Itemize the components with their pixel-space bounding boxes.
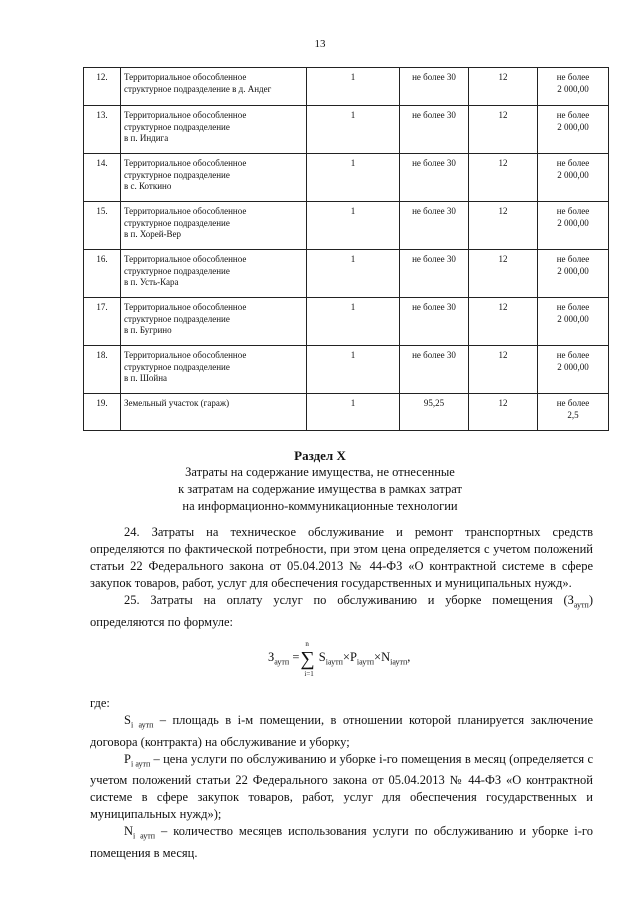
sum-symbol: ∑ n i=1 bbox=[300, 640, 315, 678]
table-row bbox=[84, 346, 609, 394]
quantity-cell: 1 bbox=[307, 68, 400, 106]
price-cell: не более 2 000,00 bbox=[538, 68, 609, 106]
cost-table bbox=[83, 67, 609, 431]
limit-cell: не более 30 bbox=[400, 68, 469, 106]
paragraph-24: 24. Затраты на техническое обслуживание и ремонт транспортных средств определяются по фактической потребности, при этом цена определяется с учетом положений статьи 22 Федерального закона от 05.04.2013 № 44-ФЗ «О контрактной системе в сфере закупок товаров, работ, услуг для обеспечения государственных и муниципальных нужд». bbox=[90, 525, 593, 590]
section-subtitle-line: Затраты на содержание имущества, не отнесенные bbox=[185, 465, 455, 479]
quantity-cell: 1 bbox=[307, 202, 400, 250]
table-row bbox=[84, 106, 609, 154]
table-row bbox=[84, 154, 609, 202]
months-cell: 12 bbox=[469, 250, 538, 298]
row-number-cell: 14. bbox=[84, 154, 121, 202]
page-number: 13 bbox=[314, 38, 326, 50]
months-cell: 12 bbox=[469, 346, 538, 394]
name-cell: Территориальное обособленное структурное подразделение в п. Усть-Кара bbox=[121, 250, 307, 298]
price-cell: не более 2,5 bbox=[538, 394, 609, 431]
definition-p: $P_{i аутп}$ – цена услуги по обслуживанию и уборке i-го помещения в месяц (определяется с учетом положений статьи 22 Федерального закона от 05.04.2013 № 44-ФЗ «О контрактной системе в сфере закупок товаров, работ, услуг для обеспечения государственных и муниципальных нужд»); bbox=[90, 751, 593, 821]
months-cell: 12 bbox=[469, 154, 538, 202]
months-cell: 12 bbox=[469, 202, 538, 250]
quantity-cell: 1 bbox=[307, 154, 400, 202]
name-cell: Территориальное обособленное структурное подразделение в п. Хорей-Вер bbox=[121, 202, 307, 250]
definitions bbox=[90, 695, 593, 862]
section-subtitle-line: на информационно-коммуникационные технологии bbox=[182, 499, 458, 513]
section-subtitle-line: к затратам на содержание имущества в рамках затрат bbox=[178, 482, 462, 496]
limit-cell: 95,25 bbox=[400, 394, 469, 431]
section-heading: Раздел X bbox=[294, 448, 346, 463]
definition-s: $S_{i аутп}$ – площадь в i-м помещении, в отношении которой планируется заключение договора (контракта) на обслуживание и уборку; bbox=[90, 713, 593, 749]
price-cell: не более 2 000,00 bbox=[538, 154, 609, 202]
paragraph-25: 25. Затраты на оплату услуг по обслуживанию и уборке помещения $(З_{аутп})$ определяются по формуле: bbox=[90, 593, 593, 629]
row-number-cell: 15. bbox=[84, 202, 121, 250]
table-row bbox=[84, 202, 609, 250]
definition-n: $N_{i аутп}$ – количество месяцев использования услуги по обслуживанию и уборке i-го помещения в месяц. bbox=[90, 824, 593, 860]
limit-cell: не более 30 bbox=[400, 106, 469, 154]
table-row bbox=[84, 250, 609, 298]
months-cell: 12 bbox=[469, 298, 538, 346]
row-number-cell: 16. bbox=[84, 250, 121, 298]
price-cell: не более 2 000,00 bbox=[538, 298, 609, 346]
row-number-cell: 17. bbox=[84, 298, 121, 346]
where-label: где: bbox=[90, 696, 110, 710]
months-cell: 12 bbox=[469, 106, 538, 154]
table-row bbox=[84, 298, 609, 346]
months-cell: 12 bbox=[469, 68, 538, 106]
row-number-cell: 13. bbox=[84, 106, 121, 154]
limit-cell: не более 30 bbox=[400, 250, 469, 298]
price-cell: не более 2 000,00 bbox=[538, 202, 609, 250]
body-text bbox=[90, 524, 593, 631]
price-cell: не более 2 000,00 bbox=[538, 346, 609, 394]
quantity-cell: 1 bbox=[307, 106, 400, 154]
name-cell: Территориальное обособленное структурное подразделение в п. Шойна bbox=[121, 346, 307, 394]
table-row bbox=[84, 68, 609, 106]
quantity-cell: 1 bbox=[307, 250, 400, 298]
limit-cell: не более 30 bbox=[400, 298, 469, 346]
name-cell: Территориальное обособленное структурное подразделение в п. Индига bbox=[121, 106, 307, 154]
name-cell: Территориальное обособленное структурное подразделение в д. Андег bbox=[121, 68, 307, 106]
limit-cell: не более 30 bbox=[400, 202, 469, 250]
limit-cell: не более 30 bbox=[400, 154, 469, 202]
row-number-cell: 12. bbox=[84, 68, 121, 106]
name-cell: Территориальное обособленное структурное подразделение в п. Бугрино bbox=[121, 298, 307, 346]
months-cell: 12 bbox=[469, 394, 538, 431]
row-number-cell: 18. bbox=[84, 346, 121, 394]
row-number-cell: 19. bbox=[84, 394, 121, 431]
quantity-cell: 1 bbox=[307, 394, 400, 431]
cost-formula: $З_{аутп}$ =∑ n i=1 $S_{iаутп}\times P_{iаутп}\times N_{iаутп}$, bbox=[268, 640, 411, 678]
name-cell: Земельный участок (гараж) bbox=[121, 394, 307, 431]
price-cell: не более 2 000,00 bbox=[538, 250, 609, 298]
section-header bbox=[0, 447, 640, 515]
quantity-cell: 1 bbox=[307, 298, 400, 346]
limit-cell: не более 30 bbox=[400, 346, 469, 394]
quantity-cell: 1 bbox=[307, 346, 400, 394]
table-row bbox=[84, 394, 609, 431]
name-cell: Территориальное обособленное структурное подразделение в с. Коткино bbox=[121, 154, 307, 202]
price-cell: не более 2 000,00 bbox=[538, 106, 609, 154]
